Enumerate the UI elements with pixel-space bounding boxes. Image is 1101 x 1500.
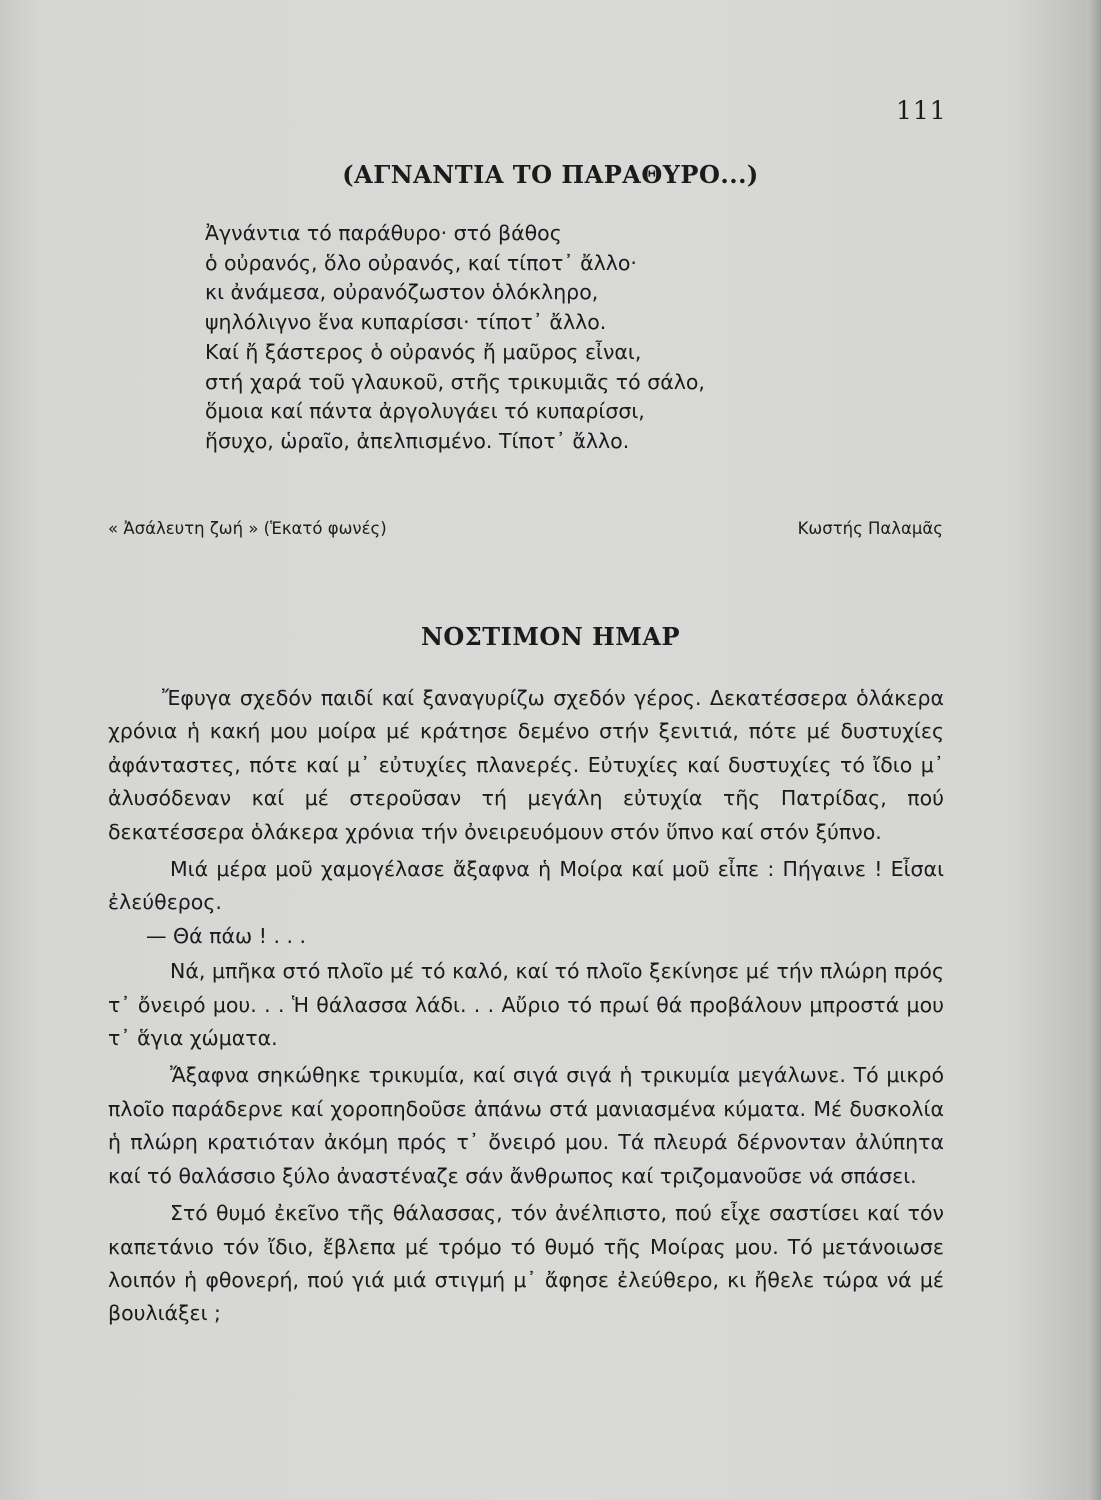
poem-line: ὅμοια καί πάντα ἀργολυγάει τό κυπαρίσσι, — [205, 399, 645, 424]
essay-paragraph: Νά, μπῆκα στό πλοῖο μέ τό καλό, καί τό πλοῖο ξεκίνησε μέ τήν πλώρη πρός τ᾽ ὄνειρό μου. . . Ἡ θάλασσα λάδι. . . Αὔριο τό πρωί θά προβάλουν μπροστά μου τ᾽ ἅγια χώματα. — [108, 959, 944, 1051]
essay-body — [108, 682, 944, 1331]
essay-paragraph: — Θά πάω ! . . . — [146, 923, 307, 948]
essay-title: ΝΟΣΤΙΜΟΝ ΗΜΑΡ — [420, 622, 681, 651]
poem-title: (ΑΓΝΑΝΤΙΑ ΤΟ ΠΑΡΑΘΥΡΟ...) — [342, 160, 759, 189]
poem-line: Ἀγνάντια τό παράθυρο· στό βάθος — [205, 221, 562, 245]
essay-paragraph: Μιά μέρα μοῦ χαμογέλασε ἄξαφνα ἡ Μοίρα καί μοῦ εἶπε : Πήγαινε ! Εἶσαι ἐλεύθερος. — [108, 857, 944, 915]
page-number: 111 — [896, 96, 947, 125]
poem-line: στή χαρά τοῦ γλαυκοῦ, στῆς τρικυμιᾶς τό σάλο, — [205, 369, 705, 394]
poem-line: ψηλόλιγνο ἕνα κυπαρίσσι· τίποτ᾽ ἄλλο. — [205, 310, 607, 335]
essay-paragraph: Ἄξαφνα σηκώθηκε τρικυμία, καί σιγά σιγά ἡ τρικυμία μεγάλωνε. Τό μικρό πλοῖο παράδερνε καί χοροπηδοῦσε ἀπάνω στά μανιασμένα κύματα. Μέ δυσκολία ἡ πλώρη κρατιόταν ἀκόμη πρός τ᾽ ὄνειρό μου. Τά πλευρά δέρνονταν ἀλύπητα καί τό θαλάσσιο ξύλο ἀναστέναζε σάν ἄνθρωπος καί τριζομανοῦσε νά σπάσει. — [108, 1063, 944, 1188]
poem-source: « Ἀσάλευτη ζωή » (Ἑκατό φωνές) — [108, 519, 387, 538]
essay-paragraph: Στό θυμό ἐκεῖνο τῆς θάλασσας, τόν ἀνέλπιστο, πού εἶχε σαστίσει καί τόν καπετάνιο τόν ἴδιο, ἔβλεπα μέ τρόμο τό θυμό τῆς Μοίρας μου. Τό μετάνοιωσε λοιπόν ἡ φθονερή, πού γιά μιά στιγμή μ᾽ ἄφησε ἐλεύθερο, κι ἤθελε τώρα νά μέ βουλιάξει ; — [108, 1201, 944, 1326]
poem-line: ὁ οὐρανός, ὅλο οὐρανός, καί τίποτ᾽ ἄλλο· — [205, 250, 637, 275]
essay-paragraph: Ἔφυγα σχεδόν παιδί καί ξαναγυρίζω σχεδόν γέρος. Δεκατέσσερα ὁλάκερα χρόνια ἡ κακή μου μοίρα μέ κράτησε δεμένο στήν ξενιτιά, πότε μέ δυστυχίες ἀφάνταστες, πότε καί μ᾽ εὐτυχίες πλανερές. Εὐτυχίες καί δυστυχίες τό ἴδιο μ᾽ ἀλυσόδεναν καί μέ στεροῦσαν τή μεγάλη εὐτυχία τῆς Πατρίδας, πού δεκατέσσερα ὁλάκερα χρόνια τήν ὀνειρευόμουν στόν ὕπνο καί στόν ξύπνο. — [108, 686, 944, 844]
poem-line: κι ἀνάμεσα, οὐρανόζωστον ὁλόκληρο, — [205, 280, 599, 305]
poem-line: ἥσυχο, ὡραῖο, ἀπελπισμένο. Τίποτ᾽ ἄλλο. — [205, 428, 630, 453]
page-edge-shadow — [1087, 0, 1101, 1500]
poem-body — [205, 219, 845, 457]
poem-line: Καί ἤ ξάστερος ὁ οὐρανός ἤ μαῦρος εἶναι, — [205, 339, 642, 364]
poem-author: Κωστής Παλαμᾶς — [797, 519, 943, 538]
